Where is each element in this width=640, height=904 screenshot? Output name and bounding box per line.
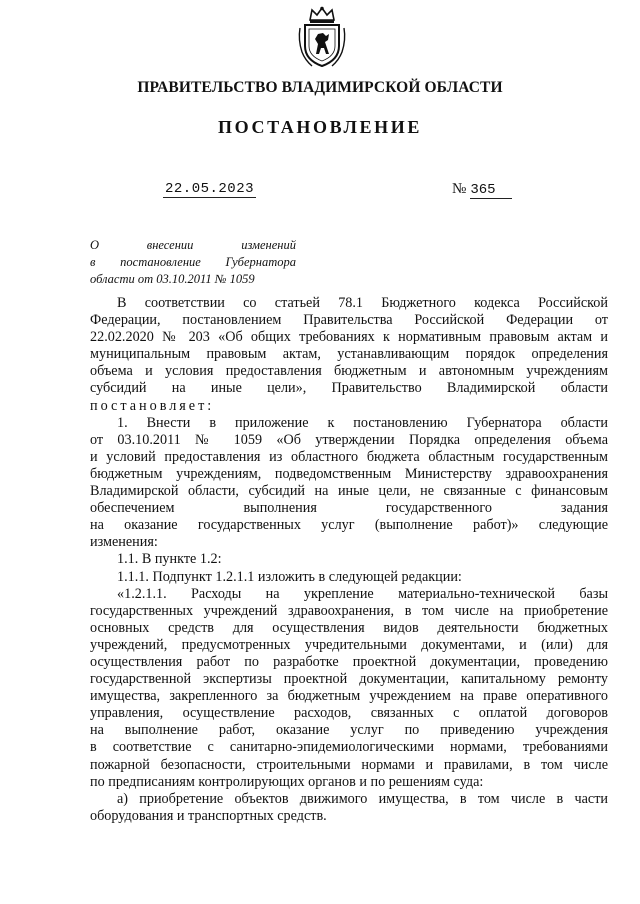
decree-subject [90, 237, 296, 288]
body-line: 1.1.1. Подпункт 1.2.1.1 изложить в следующей редакции: [117, 568, 462, 585]
document-type: ПОСТАНОВЛЕНИЕ [218, 117, 422, 137]
subject-line: области от 03.10.2011 № 1059 [90, 272, 255, 286]
number-label: № [452, 181, 467, 197]
body-line: учреждений, предусмотренных учредительными документами, и (или) для [90, 636, 608, 653]
body-line: объема и условия предоставления бюджетным и автономным учреждениям [90, 363, 608, 380]
body-line: «1.2.1.1. Расходы на укрепление материально-технической базы [117, 585, 608, 602]
body-line: а) приобретение объектов движимого имущества, в том числе в части [117, 790, 608, 807]
body-line: от 03.10.2011 № 1059 «Об утверждении Порядка определения объема [90, 431, 608, 448]
body-line: Федерации, постановлением Правительства Российской Федерации от [90, 312, 608, 329]
body-line: государственных учреждений здравоохранения, в том числе на приобретение [90, 602, 608, 619]
body-line: в соответствие с санитарно-эпидемиологическими нормами, требованиями [90, 739, 608, 756]
body-line: 1.1. В пункте 1.2: [117, 551, 222, 568]
body-line: В соответствии со статьей 78.1 Бюджетного кодекса Российской [117, 295, 608, 311]
body-line: 1. Внести в приложение к постановлению Губернатора области [117, 414, 608, 431]
number-value: 365 [470, 182, 511, 199]
body-line: муниципальным правовым актам, устанавливающим порядок определения [90, 346, 608, 363]
document-body [90, 295, 608, 825]
body-line: изменения: [90, 534, 158, 551]
document-date: 22.05.2023 [165, 181, 255, 197]
body-line: Владимирской области, субсидий на иные цели, не связанные с финансовым [90, 483, 608, 500]
body-line: осуществления работ по разработке проектной документации, проведению [90, 653, 608, 670]
document-number [452, 181, 512, 198]
body-line: на выполнение работ, оказание услуг по приведению учреждения [90, 722, 608, 739]
body-line: оборудования и транспортных средств. [90, 807, 327, 824]
coat-of-arms-emblem [296, 6, 348, 70]
body-line: управления, осуществление расходов, связанных с оплатой договоров [90, 705, 608, 722]
body-line: на оказание государственных услуг (выполнение работ)» следующие [90, 517, 608, 534]
body-line: основных средств для осуществления видов деятельности бюджетных [90, 619, 608, 636]
body-line: по предписаниям контролирующих органов и по решениям суда: [90, 773, 484, 790]
body-line: и условий предоставления из областного бюджета областным государственным [90, 448, 608, 465]
body-line: постановляет: [90, 397, 215, 414]
subject-line: в постановление Губернатора [90, 255, 296, 269]
body-line: имущества, закрепленного за бюджетным учреждением на праве оперативного [90, 688, 608, 705]
body-line: субсидий на иные цели», Правительство Владимирской области [90, 380, 608, 397]
body-line: бюджетным учреждениям, подведомственным Министерству здравоохранения [90, 465, 608, 482]
subject-line: О внесении изменений [90, 238, 296, 252]
body-line: обеспечением выполнения государственного задания [90, 500, 608, 517]
body-line: государственной экспертизы проектной документации, капитальному ремонту [90, 671, 608, 688]
government-name: ПРАВИТЕЛЬСТВО ВЛАДИМИРСКОЙ ОБЛАСТИ [137, 79, 503, 96]
body-line: пожарной безопасности, строительными нормами и правилами, в том числе [90, 756, 608, 773]
body-line: 22.02.2020 № 203 «Об общих требованиях к нормативным правовым актам и [90, 329, 608, 346]
